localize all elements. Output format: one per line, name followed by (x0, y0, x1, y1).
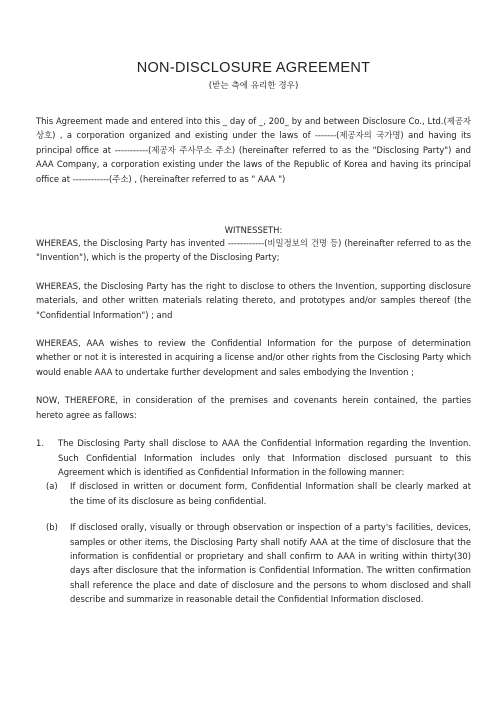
clause-1-body (58, 436, 471, 479)
document-subtitle: (받는 측에 유리한 경우) (208, 81, 299, 91)
clause-1-number: 1. (36, 438, 44, 449)
whereas-paragraph-3: WHEREAS, AAA wishes to review the Confidential Information for the purpose of determination whether or not it is interested in acquiring a license and/or other rights from the Cisclosing Party which would enable AAA to undertake further development and sales embodying the Invention ; (36, 338, 471, 377)
whereas-paragraph-1: WHEREAS, the Disclosing Party has invented ------------(비밀정보의 건명 등) (hereinafter referred to as the "Invention"), which is the property of the Disclosing Party; (36, 238, 471, 263)
clause-1-text: The Disclosing Party shall disclose to AAA the Confidential Information regarding the Invention. Such Confidential Information includes only that Information disclosed pursuant to this Agreement which is identified as Confidential Information in the following manner: (58, 438, 471, 477)
subclause-b-label: (b) (46, 522, 58, 533)
document-title: NON-DISCLOSURE AGREEMENT (136, 60, 371, 76)
clause-1-subclause-a (46, 479, 471, 508)
clause-1-subclause-b (46, 520, 471, 606)
subclause-a-text: If disclosed in written or document form, Confidential Information shall be clearly marked at the time of its disclosure as being confidential. (70, 481, 471, 506)
now-therefore-paragraph: NOW, THEREFORE, in consideration of the premises and covenants herein contained, the parties hereto agree as fallows: (36, 395, 471, 420)
intro-paragraph: This Agreement made and entered into this _ day of _, 200_ by and between Disclosure Co., Ltd.(제공자 상호) , a corporation organized and existing under the laws of -------(제공자의 국가명) and having its principal office at -----------(제공자 주사무소 주소) (hereinafter referred to as the "Disclosing Party") and AAA Company, a corporation existing under the laws of the Republic of Korea and having its principal office at ------------(주소) , (hereinafter referred to as " AAA ") (36, 116, 471, 184)
subclause-a-label: (a) (46, 481, 58, 492)
subclause-b-text: If disclosed orally, visually or through observation or inspection of a party's facilities, devices, samples or other items, the Disclosing Party shall notify AAA at the time of disclosure that the information is confidential or proprietary and shall confirm to AAA in writing within thirty(30) days after disclosure that the information is Confidential Information. The written confirmation shall reference the place and date of disclosure and the persons to whom disclosed and shall describe and summarize in reasonable detail the Confidential Information disclosed. (70, 522, 471, 605)
whereas-paragraph-2: WHEREAS, the Disclosing Party has the right to disclose to others the Invention, supporting disclosure materials, and other written materials relating thereto, and prototypes and/or samples thereof (the "Confidential Information") ; and (36, 280, 471, 320)
clause-1 (36, 436, 471, 479)
witnesseth-heading: WITNESSETH: (224, 225, 283, 236)
